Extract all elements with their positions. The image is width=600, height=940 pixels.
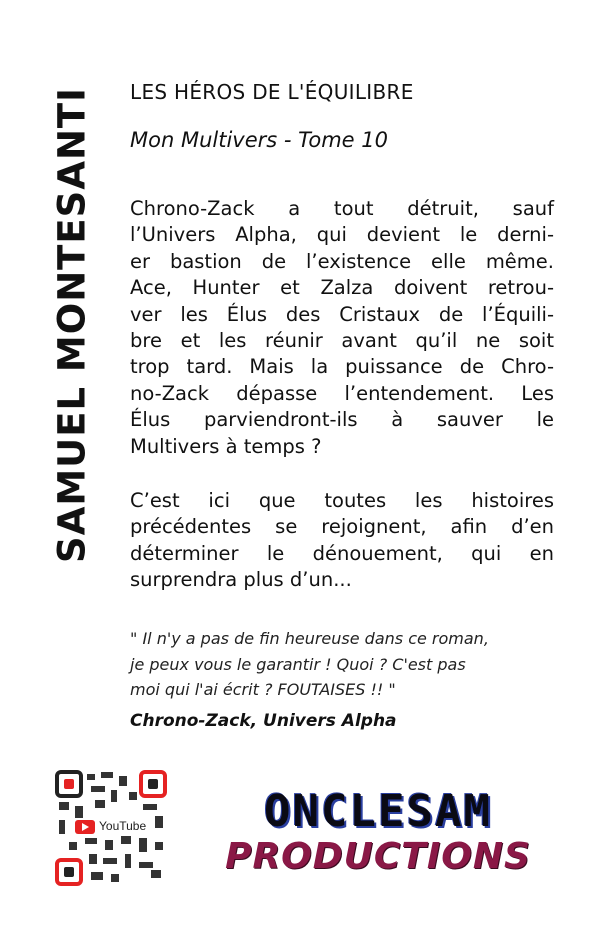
synopsis-line: Ace, Hunter et Zalza doivent retrou- <box>130 276 554 300</box>
synopsis-paragraph <box>130 196 554 460</box>
qr-youtube-label: YouTube <box>99 819 147 833</box>
synopsis-line: no-Zack dépasse l’entendement. Les <box>130 381 554 405</box>
quote-line: je peux vous le garantir ! Quoi ? C'est pas <box>130 654 466 674</box>
quote-line: " Il n'y a pas de fin heureuse dans ce roman, <box>130 629 489 648</box>
teaser-line: C’est ici que toutes les histoires <box>130 489 554 512</box>
synopsis-line: ver les Élus des Cristaux de l’Équili- <box>130 302 554 326</box>
publisher-name: ONCLESAM <box>264 786 492 837</box>
author-name: SAMUEL MONTESANTI <box>50 87 94 563</box>
book-title: LES HÉROS DE L'ÉQUILIBRE <box>130 80 414 104</box>
publisher-subname: PRODUCTIONS <box>225 836 531 877</box>
publisher-logo <box>198 786 558 886</box>
synopsis-line: bre et les réunir avant qu’il ne soit <box>130 329 554 353</box>
synopsis-line: Multivers à temps ? <box>130 434 322 458</box>
quote-line: moi qui l'ai écrit ? FOUTAISES !! " <box>130 680 396 699</box>
teaser-line: précédentes se rejoignent, afin d’en <box>130 515 554 539</box>
quote-attribution: Chrono-Zack, Univers Alpha <box>130 711 397 731</box>
teaser-paragraph <box>130 488 554 594</box>
teaser-line: déterminer le dénouement, qui en <box>130 541 554 565</box>
synopsis-line: Chrono-Zack a tout détruit, sauf <box>130 197 554 220</box>
series-subtitle: Mon Multivers - Tome 10 <box>130 128 388 152</box>
synopsis-line: l’Univers Alpha, qui devient le derni- <box>130 223 554 247</box>
synopsis-line: Élus parviendront-ils à sauver le <box>130 408 554 432</box>
synopsis-line: trop tard. Mais la puissance de Chro- <box>130 355 554 379</box>
youtube-qr-code[interactable] <box>55 770 167 886</box>
teaser-line: surprendra plus d’un... <box>130 568 352 592</box>
synopsis-line: er bastion de l’existence elle même. <box>130 249 554 273</box>
quote <box>130 626 489 703</box>
